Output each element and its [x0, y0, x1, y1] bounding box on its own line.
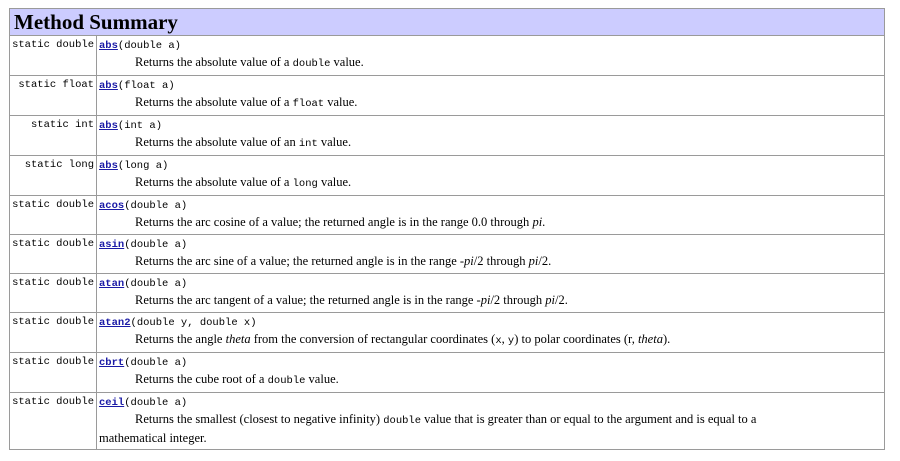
method-signature-cell: [97, 393, 885, 450]
desc-italic: pi: [464, 254, 474, 268]
method-params: (int a): [117, 120, 163, 132]
desc-text: .: [542, 215, 546, 229]
method-modifier: static double: [10, 235, 97, 274]
method-signature-cell: [97, 156, 885, 196]
desc-code: int: [298, 138, 318, 150]
desc-text: Returns the cube root of a: [135, 372, 268, 386]
method-params: (double y, double x): [130, 317, 257, 329]
method-modifier: static double: [10, 36, 97, 76]
desc-text: Returns the angle: [135, 332, 226, 346]
method-modifier: static double: [10, 353, 97, 393]
method-description-continuation: mathematical integer.: [99, 431, 207, 445]
desc-text: value.: [330, 55, 364, 69]
desc-text: value.: [317, 175, 352, 189]
method-modifier: static double: [10, 313, 97, 353]
desc-text: value.: [305, 372, 339, 386]
method-row-abs-int: [10, 116, 885, 156]
desc-code: y: [507, 335, 515, 347]
method-description: [99, 94, 884, 113]
method-link-asin[interactable]: asin: [99, 239, 125, 251]
method-modifier: static int: [10, 116, 97, 156]
method-modifier: static double: [10, 274, 97, 313]
method-description: [99, 292, 884, 309]
desc-text: Returns the absolute value of a: [135, 95, 293, 109]
method-row-abs-long: [10, 156, 885, 196]
method-signature-cell: [97, 313, 885, 353]
method-modifier: static long: [10, 156, 97, 196]
desc-code: double: [267, 375, 306, 387]
desc-code: double: [383, 415, 422, 427]
method-description: [99, 214, 884, 231]
desc-text: value.: [317, 135, 352, 149]
method-params: (double a): [124, 278, 188, 290]
desc-italic: pi: [480, 293, 491, 307]
desc-code: float: [292, 98, 325, 110]
desc-code: x: [495, 335, 502, 347]
method-signature-cell: [97, 116, 885, 156]
desc-text: value that is greater than or equal to the argument and is equal to a: [421, 412, 757, 426]
method-params: (float a): [117, 80, 175, 92]
method-signature-cell: [97, 235, 885, 274]
method-link-ceil[interactable]: ceil: [99, 397, 125, 409]
method-row-acos: [10, 196, 885, 235]
desc-italic: pi: [528, 254, 539, 268]
method-modifier: static float: [10, 76, 97, 116]
desc-text: /2.: [555, 293, 568, 307]
method-description: [99, 134, 884, 153]
method-summary-table: [9, 8, 885, 450]
method-signature-cell: [97, 353, 885, 393]
desc-text: Returns the absolute value of an: [135, 135, 299, 149]
desc-text: ,: [501, 332, 508, 346]
desc-text: value.: [324, 95, 358, 109]
desc-code: long: [292, 178, 318, 190]
method-params: (long a): [117, 160, 169, 172]
method-summary-header: [10, 9, 885, 36]
method-link-atan[interactable]: atan: [99, 278, 125, 290]
desc-text: ).: [662, 332, 671, 346]
desc-text: Returns the smallest (closest to negative infinity): [135, 412, 384, 426]
method-signature-cell: [97, 274, 885, 313]
method-modifier: static double: [10, 393, 97, 450]
method-signature-cell: [97, 196, 885, 235]
method-description: [99, 253, 884, 270]
desc-italic: theta: [637, 332, 663, 346]
method-description: [99, 54, 884, 73]
method-link-acos[interactable]: acos: [99, 200, 125, 212]
method-link-atan2[interactable]: atan2: [99, 317, 131, 329]
method-link-abs[interactable]: abs: [99, 160, 118, 172]
method-link-cbrt[interactable]: cbrt: [99, 357, 125, 369]
method-row-atan: [10, 274, 885, 313]
method-row-abs-double: [10, 36, 885, 76]
desc-text: /2 through: [490, 293, 546, 307]
method-params: (double a): [124, 397, 188, 409]
method-description: [99, 411, 884, 430]
desc-text: Returns the absolute value of a: [135, 55, 293, 69]
method-row-cbrt: [10, 353, 885, 393]
method-row-ceil: [10, 393, 885, 450]
method-params: (double a): [124, 239, 188, 251]
method-link-abs[interactable]: abs: [99, 40, 118, 52]
method-row-atan2: [10, 313, 885, 353]
method-description: [99, 174, 884, 193]
method-description: [99, 331, 884, 350]
method-description: [99, 371, 884, 390]
method-modifier: static double: [10, 196, 97, 235]
method-signature-cell: [97, 76, 885, 116]
desc-text: /2.: [538, 254, 552, 268]
method-params: (double a): [124, 200, 188, 212]
method-params: (double a): [124, 357, 188, 369]
desc-italic: theta: [225, 332, 251, 346]
desc-text: /2 through: [473, 254, 529, 268]
method-signature-cell: [97, 36, 885, 76]
desc-text: Returns the absolute value of a: [135, 175, 293, 189]
desc-italic: pi: [545, 293, 556, 307]
method-link-abs[interactable]: abs: [99, 80, 118, 92]
method-summary-title: Method Summary: [10, 9, 885, 36]
desc-italic: pi: [532, 215, 543, 229]
desc-text: Returns the arc cosine of a value; the returned angle is in the range 0.0 through: [135, 215, 533, 229]
desc-text: ) to polar coordinates (r,: [514, 332, 638, 346]
desc-text: Returns the arc sine of a value; the returned angle is in the range -: [135, 254, 465, 268]
desc-code: double: [292, 58, 331, 70]
desc-text: Returns the arc tangent of a value; the returned angle is in the range -: [135, 293, 481, 307]
desc-text: from the conversion of rectangular coordinates (: [250, 332, 496, 346]
method-link-abs[interactable]: abs: [99, 120, 118, 132]
method-row-asin: [10, 235, 885, 274]
method-params: (double a): [117, 40, 181, 52]
method-row-abs-float: [10, 76, 885, 116]
